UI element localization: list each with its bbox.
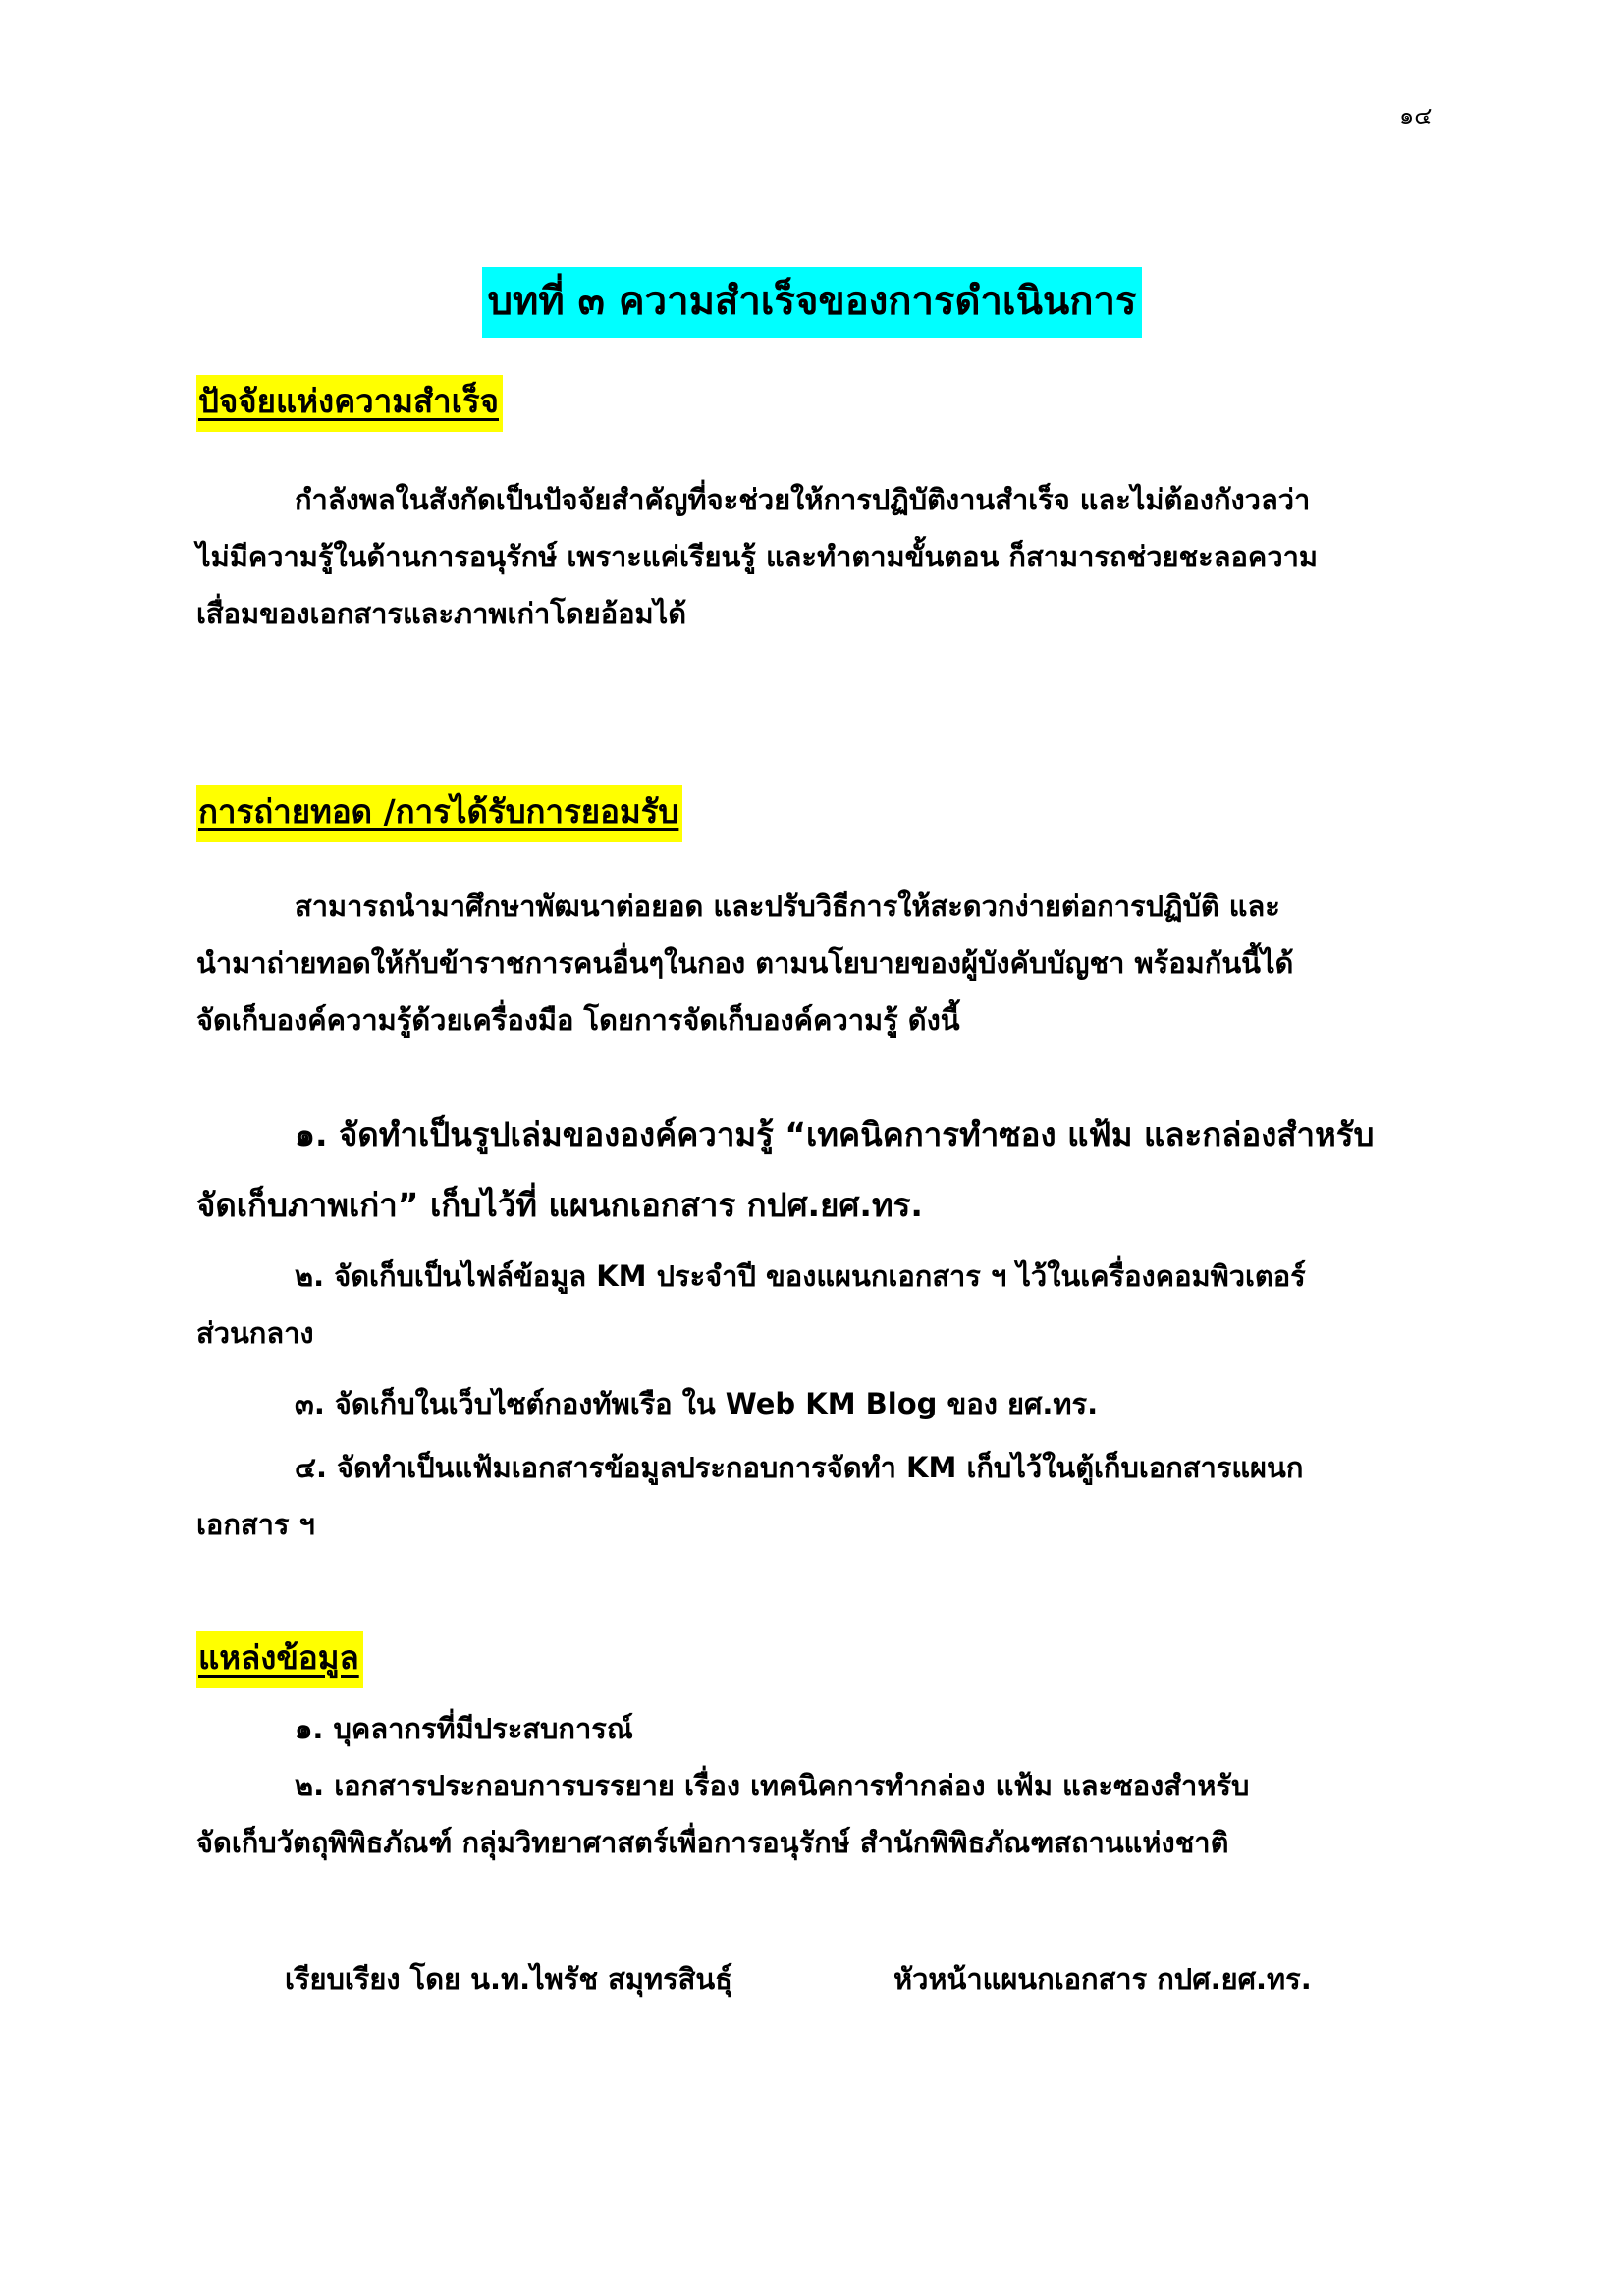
list-item-line: จัดเก็บภาพเก่า” เก็บไว้ที่ แผนกเอกสาร กปศ.ยศ.ทร. bbox=[196, 1186, 923, 1224]
paragraph-line: กำลังพลในสังกัดเป็นปัจจัยสำคัญที่จะช่วยให้การปฏิบัติงานสำเร็จ และไม่ต้องกังวลว่า bbox=[295, 483, 1311, 516]
page-number: ๑๔ bbox=[1399, 102, 1433, 130]
success-factors-paragraph bbox=[196, 471, 1434, 642]
paragraph-line: สามารถนำมาศึกษาพัฒนาต่อยอด และปรับวิธีการให้สะดวกง่ายต่อการปฏิบัติ และ bbox=[295, 889, 1280, 923]
signoff bbox=[285, 1956, 1312, 2002]
paragraph-line: เสื่อมของเอกสารและภาพเก่าโดยอ้อมได้ bbox=[196, 597, 687, 630]
transfer-item-3 bbox=[196, 1375, 1434, 1432]
transfer-intro-paragraph bbox=[196, 878, 1434, 1048]
list-item-line: ส่วนกลาง bbox=[196, 1316, 314, 1350]
transfer-item-2 bbox=[196, 1248, 1434, 1362]
heading-transfer: การถ่ายทอด /การได้รับการยอมรับ bbox=[196, 785, 682, 842]
list-item-line: ๒. เอกสารประกอบการบรรยาย เรื่อง เทคนิคการทำกล่อง แฟ้ม และซองสำหรับ bbox=[295, 1769, 1250, 1802]
list-item-line: ๓. จัดเก็บในเว็บไซต์กองทัพเรือ ใน Web KM Blog ของ ยศ.ทร. bbox=[295, 1387, 1099, 1420]
heading-success-factors: ปัจจัยแห่งความสำเร็จ bbox=[196, 375, 503, 432]
paragraph-line: นำมาถ่ายทอดให้กับข้าราชการคนอื่นๆในกอง ตามนโยบายของผู้บังคับบัญชา พร้อมกันนี้ได้ bbox=[196, 946, 1294, 980]
paragraph-line: ไม่มีความรู้ในด้านการอนุรักษ์ เพราะแค่เรียนรู้ และทำตามขั้นตอน ก็สามารถช่วยชะลอความ bbox=[196, 540, 1319, 573]
list-item-line: ๑. จัดทำเป็นรูปเล่มขององค์ความรู้ “เทคนิคการทำซอง แฟ้ม และกล่องสำหรับ bbox=[295, 1115, 1375, 1153]
chapter-title: บทที่ ๓ ความสำเร็จของการดำเนินการ bbox=[482, 267, 1143, 338]
compiler-position: หัวหน้าแผนกเอกสาร กปศ.ยศ.ทร. bbox=[893, 1962, 1312, 1996]
list-item-line: ๑. บุคลากรที่มีประสบการณ์ bbox=[295, 1712, 633, 1745]
list-item-line: ๔. จัดทำเป็นแฟ้มเอกสารข้อมูลประกอบการจัดทำ KM เก็บไว้ในตู้เก็บเอกสารแผนก bbox=[295, 1451, 1304, 1484]
transfer-item-1 bbox=[196, 1099, 1434, 1241]
list-item-line: จัดเก็บวัตถุพิพิธภัณฑ์ กลุ่มวิทยาศาสตร์เพื่อการอนุรักษ์ สำนักพิพิธภัณฑสถานแห่งชาติ bbox=[196, 1826, 1229, 1859]
transfer-item-4 bbox=[196, 1439, 1434, 1553]
heading-sources: แหล่งข้อมูล bbox=[196, 1631, 363, 1688]
sources-list bbox=[196, 1700, 1434, 1871]
chapter-title-wrap bbox=[0, 267, 1624, 338]
list-item-line: เอกสาร ฯ bbox=[196, 1508, 315, 1541]
list-item-line: ๒. จัดเก็บเป็นไฟล์ข้อมูล KM ประจำปี ของแผนกเอกสาร ฯ ไว้ในเครื่องคอมพิวเตอร์ bbox=[295, 1259, 1306, 1293]
compiler-name: เรียบเรียง โดย น.ท.ไพรัช สมุทรสินธุ์ bbox=[285, 1962, 732, 1996]
paragraph-line: จัดเก็บองค์ความรู้ด้วยเครื่องมือ โดยการจัดเก็บองค์ความรู้ ดังนี้ bbox=[196, 1003, 960, 1037]
